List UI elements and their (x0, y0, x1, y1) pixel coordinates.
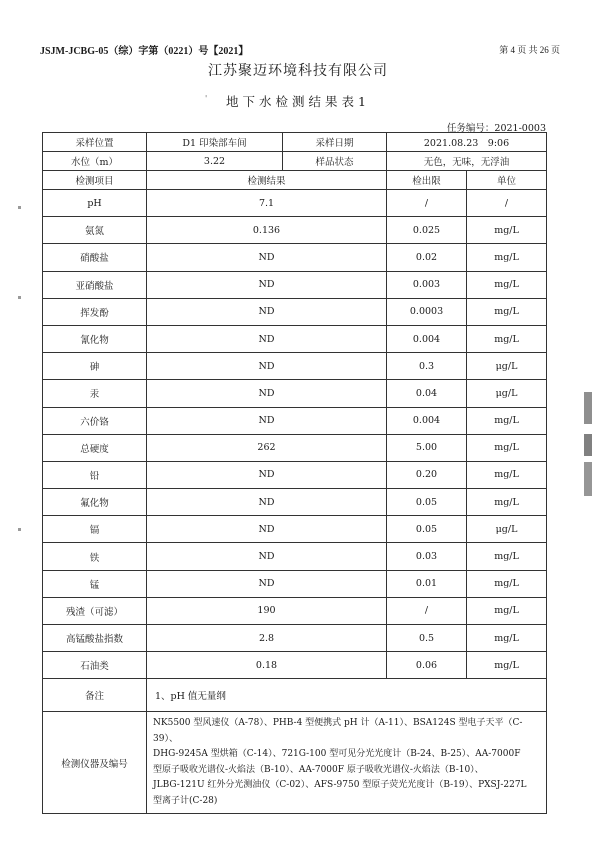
scan-edge-mark (584, 462, 592, 496)
row-limit: 0.01 (387, 570, 467, 597)
row-item: 氨氮 (43, 217, 147, 244)
tick-mark: ' (205, 94, 208, 103)
row-unit: mg/L (467, 244, 547, 271)
row-unit: mg/L (467, 543, 547, 570)
row-item: 镉 (43, 516, 147, 543)
row-item: 砷 (43, 353, 147, 380)
table-row (43, 570, 547, 597)
row-item: 铁 (43, 543, 147, 570)
row-limit: 0.3 (387, 353, 467, 380)
row-unit: mg/L (467, 570, 547, 597)
row-item: 锰 (43, 570, 147, 597)
row-result: 7.1 (147, 190, 387, 217)
row-result: ND (147, 298, 387, 325)
row-unit: / (467, 190, 547, 217)
scan-dot-mark (18, 296, 21, 299)
row-result: ND (147, 353, 387, 380)
row-limit: 5.00 (387, 434, 467, 461)
sample-date-label: 采样日期 (283, 133, 387, 152)
row-result: 190 (147, 597, 387, 624)
row-item: 氰化物 (43, 325, 147, 352)
table-row (43, 407, 547, 434)
row-limit: / (387, 190, 467, 217)
note-label: 备注 (43, 679, 147, 712)
row-result: ND (147, 380, 387, 407)
column-header-result: 检测结果 (147, 171, 387, 190)
scan-dot-mark (18, 206, 21, 209)
table-row (43, 271, 547, 298)
note-row (43, 679, 547, 712)
row-result: 262 (147, 434, 387, 461)
row-unit: mg/L (467, 489, 547, 516)
row-item: 亚硝酸盐 (43, 271, 147, 298)
company-name: 江苏聚迈环境科技有限公司 (208, 63, 388, 79)
row-unit: μg/L (467, 380, 547, 407)
row-limit: / (387, 597, 467, 624)
row-item: 氟化物 (43, 489, 147, 516)
row-limit: 0.0003 (387, 298, 467, 325)
table-row (43, 298, 547, 325)
row-item: 石油类 (43, 652, 147, 679)
row-result: ND (147, 489, 387, 516)
row-item: 硝酸盐 (43, 244, 147, 271)
row-result: ND (147, 516, 387, 543)
row-result: ND (147, 543, 387, 570)
sample-state-value: 无色，无味，无浮油 (387, 152, 547, 171)
row-result: ND (147, 461, 387, 488)
row-unit: mg/L (467, 434, 547, 461)
scan-edge-mark (584, 434, 592, 456)
row-limit: 0.025 (387, 217, 467, 244)
table-row (43, 652, 547, 679)
water-level-label: 水位（m） (43, 152, 147, 171)
task-number: 任务编号：2021-0003 (446, 123, 546, 134)
row-unit: μg/L (467, 353, 547, 380)
table-row (43, 516, 547, 543)
instrument-line: 型原子吸收光谱仪-火焰法（B-10）、AA-7000F 原子吸收光谱仪-火焰法（B-10）、 (153, 764, 484, 775)
column-header-unit: 单位 (467, 171, 547, 190)
sample-location-value: D1 印染部车间 (147, 133, 283, 152)
row-limit: 0.03 (387, 543, 467, 570)
row-unit: mg/L (467, 217, 547, 244)
sample-location-label: 采样位置 (43, 133, 147, 152)
water-level-row (43, 152, 547, 171)
sample-state-label: 样品状态 (283, 152, 387, 171)
instrument-line: NK5500 型风速仪（A-78）、PHB-4 型便携式 pH 计（A-11）、BSA124S 型电子天平（C-39）、 (153, 718, 523, 744)
row-limit: 0.003 (387, 271, 467, 298)
row-item: 高锰酸盐指数 (43, 625, 147, 652)
instruments-label: 检测仪器及编号 (43, 712, 147, 814)
table-row (43, 380, 547, 407)
row-limit: 0.004 (387, 407, 467, 434)
instruments-value (147, 712, 547, 814)
sample-info-row (43, 133, 547, 152)
row-limit: 0.05 (387, 489, 467, 516)
row-limit: 0.20 (387, 461, 467, 488)
instrument-line: DHG-9245A 型烘箱（C-14）、721G-100 型可见分光光度计（B-24、B-25）、AA-7000F (153, 749, 521, 760)
row-unit: mg/L (467, 271, 547, 298)
table-row (43, 217, 547, 244)
row-result: ND (147, 244, 387, 271)
table-row (43, 353, 547, 380)
row-result: 2.8 (147, 625, 387, 652)
row-unit: mg/L (467, 407, 547, 434)
table-row (43, 190, 547, 217)
row-limit: 0.5 (387, 625, 467, 652)
row-result: 0.136 (147, 217, 387, 244)
note-value: 1、pH 值无量纲 (147, 679, 547, 712)
row-unit: mg/L (467, 652, 547, 679)
table-row (43, 244, 547, 271)
row-result: ND (147, 570, 387, 597)
row-unit: mg/L (467, 597, 547, 624)
sample-date-value: 2021.08.23 9:06 (387, 133, 547, 152)
table-row (43, 461, 547, 488)
table-row (43, 597, 547, 624)
row-item: pH (43, 190, 147, 217)
scan-dot-mark (18, 528, 21, 531)
row-unit: mg/L (467, 625, 547, 652)
row-limit: 0.06 (387, 652, 467, 679)
document-code: JSJM-JCBG-05（综）字第（0221）号【2021】 (40, 46, 249, 57)
row-result: ND (147, 407, 387, 434)
row-item: 汞 (43, 380, 147, 407)
table-row (43, 489, 547, 516)
row-item: 六价铬 (43, 407, 147, 434)
row-item: 总硬度 (43, 434, 147, 461)
row-item: 铅 (43, 461, 147, 488)
row-result: ND (147, 271, 387, 298)
table-row (43, 543, 547, 570)
row-unit: mg/L (467, 325, 547, 352)
row-result: ND (147, 325, 387, 352)
water-level-value: 3.22 (147, 152, 283, 171)
page-info: 第 4 页 共 26 页 (499, 45, 560, 55)
instruments-row (43, 712, 547, 814)
scan-edge-mark (584, 392, 592, 424)
row-limit: 0.02 (387, 244, 467, 271)
column-header-row (43, 171, 547, 190)
page-title: 地下水检测结果表1 (226, 94, 370, 109)
row-item: 挥发酚 (43, 298, 147, 325)
row-result: 0.18 (147, 652, 387, 679)
instrument-line: 型离子计(C-28) (153, 795, 218, 806)
column-header-limit: 检出限 (387, 171, 467, 190)
results-table (42, 132, 547, 814)
row-limit: 0.05 (387, 516, 467, 543)
table-row (43, 325, 547, 352)
table-row (43, 434, 547, 461)
row-limit: 0.004 (387, 325, 467, 352)
table-row (43, 625, 547, 652)
instrument-line: JLBG-121U 红外分光测油仪（C-02）、AFS-9750 型原子荧光光度计（B-19）、PXSJ-227L (153, 780, 527, 791)
row-unit: mg/L (467, 298, 547, 325)
row-unit: mg/L (467, 461, 547, 488)
row-unit: μg/L (467, 516, 547, 543)
row-limit: 0.04 (387, 380, 467, 407)
column-header-item: 检测项目 (43, 171, 147, 190)
row-item: 残渣（可滤） (43, 597, 147, 624)
